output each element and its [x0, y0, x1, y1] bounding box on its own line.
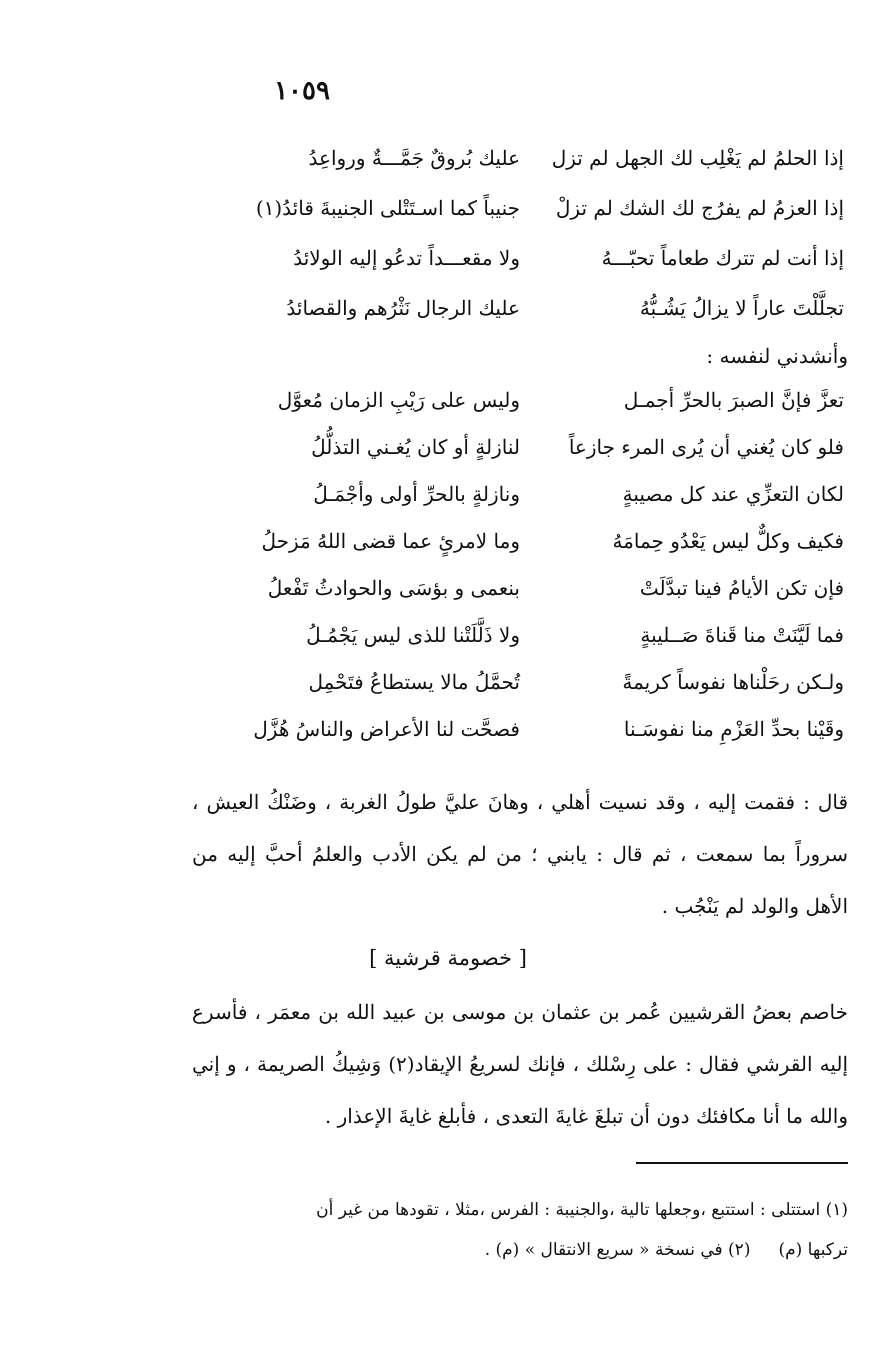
prose-paragraph: خاصم بعضُ القرشيين عُمر بن عثمان بن موسى بن عبيد الله بن معمَر ، فأسرع إليه القرشي فقال : على رِسْلك ، فإنك لسريعُ الإيقاد(٢) وَشِيكُ الصريمة ، و إني والله ما أنا مكافئك دون أن تبلغَ غايةَ التعدى ، فأبلغ غايةَ الإعذار .: [192, 1000, 848, 1128]
verse-first-hemistich: إذا الحلمُ لم يَغْلِب لك الجهل لم تزل: [551, 146, 844, 170]
footnote-1-continuation: تركبها (م): [778, 1240, 848, 1260]
verse-first-hemistich: فما لَيَّنَتْ منا قَناةَ صَــليبةٍ: [640, 623, 844, 647]
verse-first-hemistich: ولـكن رحَلْناها نفوساً كريمةً: [622, 670, 844, 694]
verse-first-hemistich: فكيف وكلٌّ ليس يَعْدُو حِمامَهُ: [612, 529, 844, 553]
verse-first-hemistich: تعزَّ فإنَّ الصبرَ بالحرِّ أجمـل: [623, 388, 844, 412]
verse-first-hemistich: إذا العزمُ لم يفرُج لك الشك لم تزلْ: [555, 196, 844, 220]
verse-second-hemistich: جنيباً كما اسـتَتْلى الجنيبةَ قائدُ(١): [255, 196, 520, 220]
verse-line: [220, 707, 844, 751]
verse-line: [220, 286, 844, 330]
verse-second-hemistich: بنعمى و بؤسَى والحوادثُ تَفْعلُ: [267, 576, 520, 600]
verse-line: [220, 378, 844, 422]
footnote-1: (١) استتلى : استتبع ،وجعلها تالية ،والجنيبة : الفرس ،مثلا ، تقودها من غير أن: [316, 1200, 848, 1220]
verse-second-hemistich: وليس على رَيْبِ الزمان مُعوَّل: [277, 388, 520, 412]
footnote-2: (٢) في نسخة « سريع الانتقال » (م) .: [484, 1240, 751, 1260]
page-number: ١٠٥٩: [274, 76, 330, 106]
verse-line: [220, 613, 844, 657]
poem-intro: وأنشدني لنفسه :: [706, 344, 848, 368]
verse-line: [220, 660, 844, 704]
verse-second-hemistich: تُحمَّلُ مالا يستطاعُ فتَحْمِل: [308, 670, 520, 694]
verse-first-hemistich: إذا أنت لم تترك طعاماً تحبّـــهُ: [601, 246, 844, 270]
verse-first-hemistich: وقَيْنا بحدِّ العَزْمِ منا نفوسَـنا: [623, 717, 844, 741]
verse-second-hemistich: عليك الرجال نَثْرُهم والقصائدُ: [286, 296, 520, 320]
footnote-line-2: [188, 1230, 848, 1270]
verse-second-hemistich: ولا مقعـــداً تدعُو إليه الولائدُ: [293, 246, 520, 270]
footnotes: [188, 1190, 848, 1270]
verse-first-hemistich: تجلَّلْتَ عاراً لا يزالُ يَشُـبُّهُ: [639, 296, 844, 320]
verse-second-hemistich: وما لامرئٍ عما قضى اللهُ مَزحلُ: [261, 529, 520, 553]
verse-second-hemistich: عليك بُروقٌ جَمَّـــةٌ ورواعِدُ: [308, 146, 520, 170]
footnote-divider: [636, 1162, 848, 1164]
verse-first-hemistich: فإن تكن الأيامُ فينا تبدَّلَتْ: [639, 576, 844, 600]
verse-line: [220, 236, 844, 280]
verse-line: [220, 566, 844, 610]
section-heading: [ خصومة قرشية ]: [369, 946, 527, 970]
verse-second-hemistich: ولا ذَلَّلَتْنا للذى ليس يَجْمُـلُ: [306, 623, 520, 647]
prose-paragraph: قال : فقمت إليه ، وقد نسيت أهلي ، وهانَ عليَّ طولُ الغربة ، وضَنْكُ العيش ، سروراً بما سمعت ، ثم قال : يابني ؛ من لم يكن الأدب والعلمُ أحبَّ إليه من الأهل والولد لم يَنْجُب .: [192, 790, 848, 918]
verse-first-hemistich: لكان التعزِّي عند كل مصيبةٍ: [622, 482, 844, 506]
verse-line: [220, 519, 844, 563]
verse-line: [220, 186, 844, 230]
verse-first-hemistich: فلو كان يُغني أن يُرى المرء جازعاً: [568, 435, 844, 459]
verse-second-hemistich: فصحَّت لنا الأعراض والناسُ هُزَّل: [253, 717, 520, 741]
verse-line: [220, 425, 844, 469]
verse-second-hemistich: لنازلةٍ أو كان يُغـني التذلُّلُ: [311, 435, 520, 459]
verse-second-hemistich: ونازلةٍ بالحرِّ أولى وأجْمَـلُ: [313, 482, 520, 506]
verse-line: [220, 472, 844, 516]
verse-line: [220, 136, 844, 180]
